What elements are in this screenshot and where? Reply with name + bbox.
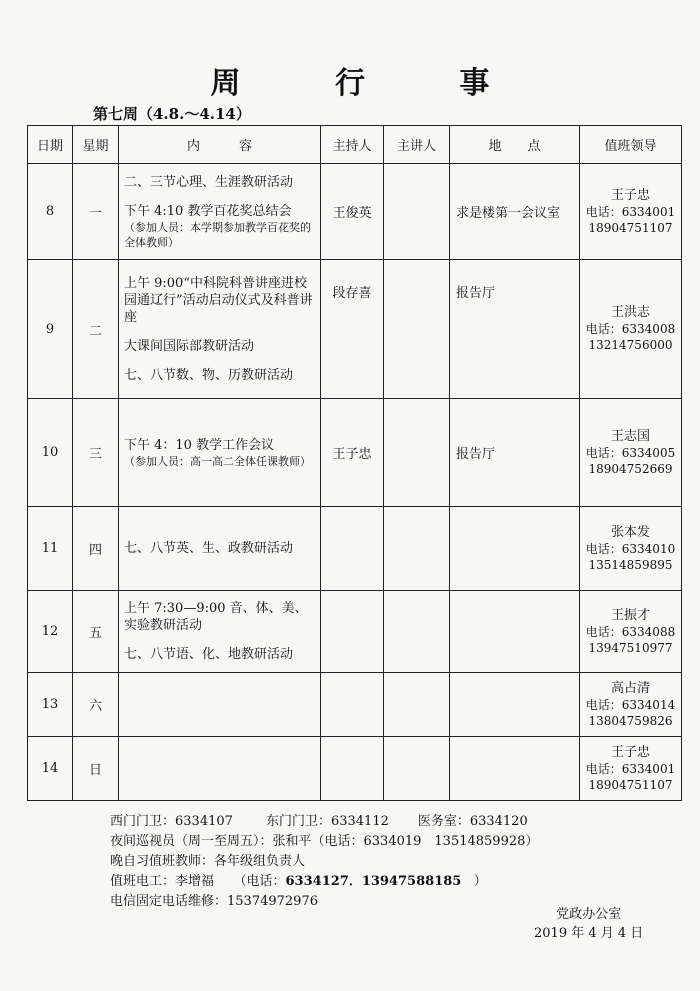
header-place: 地 点 — [450, 126, 580, 164]
row-weekday: 四 — [73, 507, 119, 591]
evening-duty: 晚自习值班教师：各年级组负责人 — [110, 854, 306, 869]
row-weekday: 六 — [73, 673, 119, 737]
duty-tel: 电话：6334088 — [585, 624, 676, 639]
row-host — [321, 507, 384, 591]
row-speaker — [384, 673, 450, 737]
patrol-contact: 夜间巡视员（周一至周五）：张和平（电话：6334019 13514859928） — [110, 834, 539, 849]
duty-name: 王子忠 — [610, 187, 650, 203]
table-row — [28, 507, 682, 591]
table-row — [28, 164, 682, 260]
row-duty — [580, 737, 682, 801]
header-content: 内 容 — [119, 126, 321, 164]
duty-tel: 电话：6334014 — [585, 697, 676, 712]
row-date: 11 — [28, 507, 73, 591]
duty-tel: 电话：6334008 — [585, 322, 676, 336]
header-weekday: 星期 — [73, 126, 119, 164]
duty-mobile: 13514859895 — [588, 557, 673, 572]
header-speaker: 主讲人 — [384, 126, 450, 164]
row-date: 10 — [28, 399, 73, 507]
row-place: 报告厅 — [450, 260, 580, 399]
electrician-tel: 6334127．13947588185 — [285, 874, 462, 889]
row-content — [119, 507, 321, 591]
electrician-end: ） — [473, 874, 487, 889]
row-content — [119, 591, 321, 673]
header-row — [28, 126, 682, 164]
header-host: 主持人 — [321, 126, 384, 164]
row-date: 9 — [28, 260, 73, 399]
row-weekday: 一 — [73, 164, 119, 260]
duty-name: 王子忠 — [610, 744, 650, 760]
row-host — [321, 737, 384, 801]
row-date: 8 — [28, 164, 73, 260]
row-speaker — [384, 164, 450, 260]
office-name: 党政办公室 — [556, 907, 622, 922]
duty-mobile: 18904751107 — [588, 777, 673, 792]
row-weekday: 日 — [73, 737, 119, 801]
telecom-contact: 电信固定电话维修：15374972976 — [110, 894, 318, 909]
row-weekday: 五 — [73, 591, 119, 673]
row-duty — [580, 673, 682, 737]
content-item: 七、八节语、化、地教研活动 — [124, 647, 294, 662]
row-date: 13 — [28, 673, 73, 737]
content-item: 下午 4：10 教学工作会议 — [124, 437, 275, 453]
row-date: 14 — [28, 737, 73, 801]
row-host — [321, 591, 384, 673]
contact-footer — [110, 812, 538, 912]
duty-name: 王洪志 — [610, 305, 650, 320]
row-speaker — [384, 737, 450, 801]
content-note: （参加人员：高一高二全体任课教师） — [124, 454, 311, 468]
week-label: 第七周（4.8.～4.14） — [93, 105, 251, 123]
row-duty — [580, 399, 682, 507]
row-place — [450, 737, 580, 801]
content-item: 下午 4:10 教学百花奖总结会 — [124, 203, 292, 219]
row-speaker — [384, 507, 450, 591]
row-speaker — [384, 399, 450, 507]
content-note: （参加人员：本学期参加教学百花奖的全体教师） — [124, 220, 311, 249]
duty-tel: 电话：6334001 — [585, 204, 676, 219]
content-item: 二、三节心理、生涯教研活动 — [124, 174, 294, 190]
duty-mobile: 18904752669 — [588, 461, 673, 476]
page-title: 周 行 事 — [210, 66, 532, 101]
issue-date: 2019 年 4 月 4 日 — [534, 926, 644, 941]
row-duty — [580, 591, 682, 673]
duty-tel: 电话：6334005 — [585, 445, 676, 460]
table-row — [28, 260, 682, 399]
table-row — [28, 591, 682, 673]
row-weekday: 二 — [73, 260, 119, 399]
row-date: 12 — [28, 591, 73, 673]
signature-block — [534, 905, 643, 943]
header-date: 日期 — [28, 126, 73, 164]
row-duty — [580, 164, 682, 260]
duty-mobile: 13947510977 — [588, 640, 673, 655]
electrician-contact — [110, 872, 538, 892]
duty-name: 王振才 — [610, 607, 650, 623]
content-item: 七、八节数、物、历教研活动 — [124, 367, 294, 383]
row-host: 王俊英 — [321, 164, 384, 260]
row-content — [119, 260, 321, 399]
clinic: 医务室：6334120 — [417, 814, 528, 829]
duty-name: 张本发 — [610, 524, 650, 540]
row-place — [450, 507, 580, 591]
content-item: 大课间国际部教研活动 — [124, 338, 255, 354]
row-content — [119, 737, 321, 801]
header-duty: 值班领导 — [580, 126, 682, 164]
row-place — [450, 591, 580, 673]
table-row — [28, 737, 682, 801]
row-place: 报告厅 — [450, 399, 580, 507]
schedule-table — [27, 125, 682, 801]
row-place — [450, 673, 580, 737]
content-item: 七、八节英、生、政教研活动 — [124, 541, 294, 556]
duty-mobile: 18904751107 — [588, 220, 673, 235]
content-item: 上午 7:30—9:00 音、体、美、实验教研活动 — [124, 601, 308, 633]
row-host: 王子忠 — [321, 399, 384, 507]
gate-contacts — [110, 812, 538, 832]
row-speaker — [384, 591, 450, 673]
duty-tel: 电话：6334010 — [585, 541, 676, 556]
duty-mobile: 13214756000 — [588, 338, 673, 352]
west-gate: 西门门卫：6334107 — [110, 814, 233, 829]
row-duty — [580, 260, 682, 399]
electrician-label: 值班电工：李增福 （电话： — [110, 874, 286, 889]
duty-mobile: 13804759826 — [588, 713, 673, 728]
row-speaker — [384, 260, 450, 399]
content-item: 上午 9:00“中科院科普讲座进校园通辽行”活动启动仪式及科普讲座 — [124, 275, 313, 325]
table-row — [28, 673, 682, 737]
row-weekday: 三 — [73, 399, 119, 507]
row-content — [119, 399, 321, 507]
table-row — [28, 399, 682, 507]
row-duty — [580, 507, 682, 591]
duty-name: 高占清 — [610, 680, 650, 696]
row-host: 段存喜 — [321, 260, 384, 399]
duty-name: 王志国 — [610, 428, 650, 444]
row-host — [321, 673, 384, 737]
row-place: 求是楼第一会议室 — [450, 164, 580, 260]
row-content — [119, 673, 321, 737]
duty-tel: 电话：6334001 — [585, 761, 676, 776]
row-content — [119, 164, 321, 260]
east-gate: 东门门卫：6334112 — [265, 814, 389, 829]
